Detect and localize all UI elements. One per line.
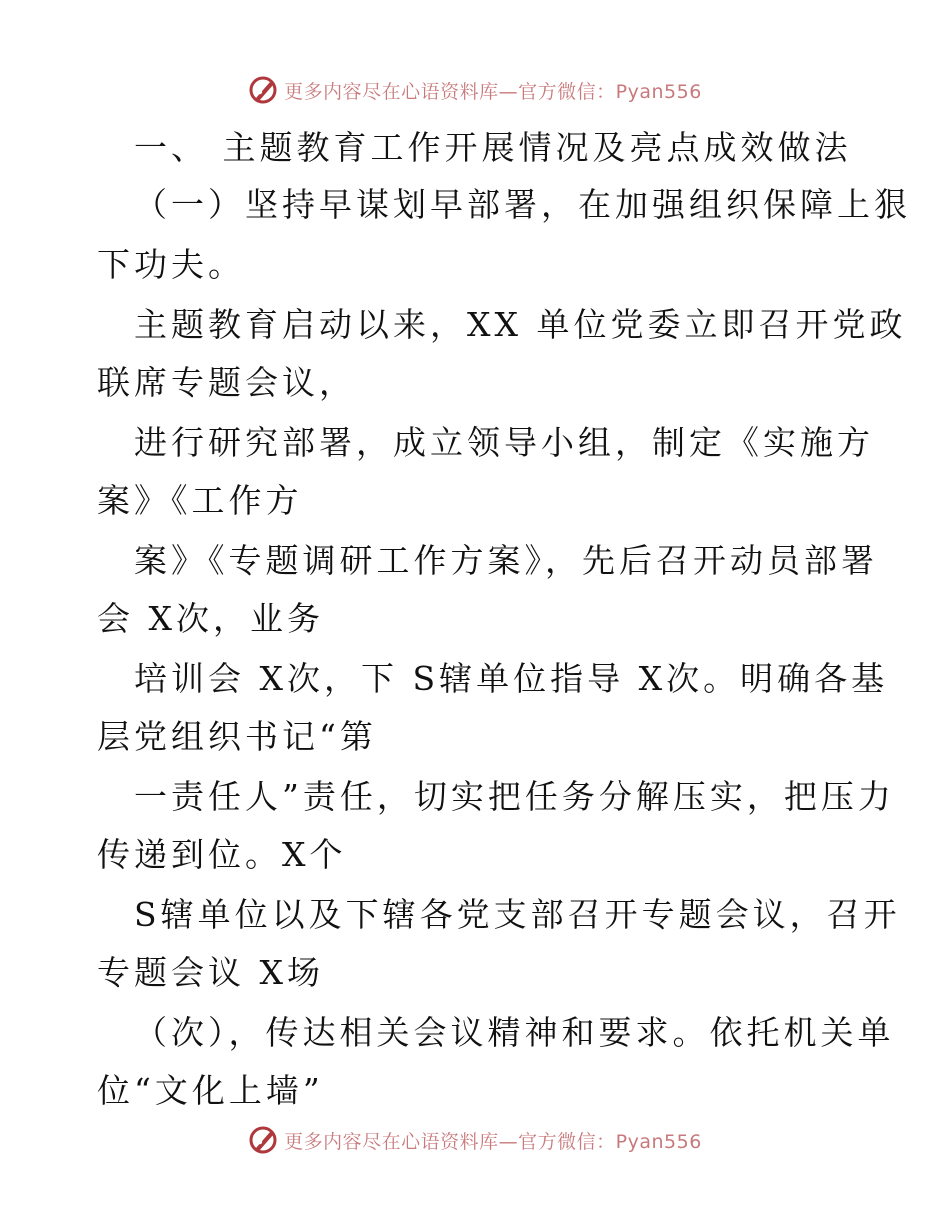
subsection-heading-continued: 下功夫。 [97, 245, 245, 284]
subsection-heading: （一）坚持早谋划早部署，在加强组织保障上狠 [134, 185, 911, 224]
paragraph-line: 主题教育启动以来，XX 单位党委立即召开党政 [134, 305, 907, 344]
paragraph-line: 案》《工作方 [97, 481, 303, 520]
section-heading: 一、 主题教育工作开展情况及亮点成效做法 [134, 128, 852, 167]
paragraph-line: S辖单位以及下辖各党支部召开专题会议，召开 [134, 895, 901, 934]
paragraph-line: 一责任人”责任，切实把任务分解压实，把压力 [134, 777, 895, 816]
watermark-text: 更多内容尽在心语资料库—官方微信：Pyan556 [284, 1130, 702, 1153]
paragraph-line: 层党组织书记“第 [97, 717, 377, 756]
watermark-banner-bottom [0, 1120, 950, 1160]
paragraph-line: 位“文化上墙” [97, 1071, 324, 1110]
paragraph-line: （次），传达相关会议精神和要求。依托机关单 [134, 1013, 895, 1052]
paragraph-line: 进行研究部署，成立领导小组，制定《实施方 [134, 423, 874, 462]
paragraph-line: 培训会 X次，下 S辖单位指导 X次。明确各基 [134, 659, 889, 698]
pen-in-circle-icon [248, 75, 278, 105]
paragraph-line: 传递到位。X个 [97, 835, 347, 874]
paragraph-line: 会 X次，业务 [97, 599, 324, 638]
paragraph-line: 联席专题会议， [97, 363, 356, 402]
paragraph-line: 专题会议 X场 [97, 953, 324, 992]
watermark-banner-top [0, 70, 950, 110]
pen-in-circle-icon [248, 1125, 278, 1155]
watermark-text: 更多内容尽在心语资料库—官方微信：Pyan556 [284, 80, 702, 103]
paragraph-line: 案》《专题调研工作方案》，先后召开动员部署 [134, 541, 878, 580]
